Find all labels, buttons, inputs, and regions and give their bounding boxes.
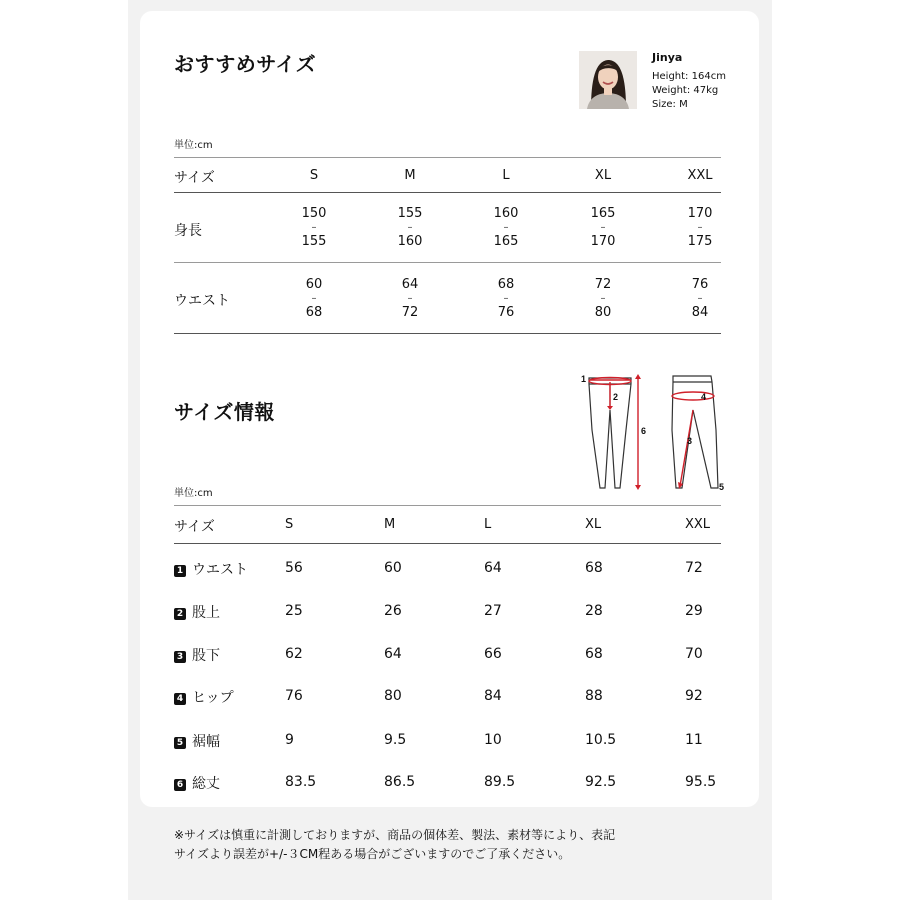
row-label-waist: ウエスト: [174, 293, 230, 309]
table-cell: 70: [685, 646, 703, 662]
table-cell: 84: [484, 688, 502, 704]
table-cell: 95.5: [685, 774, 717, 790]
model-name: Jinya: [652, 51, 683, 64]
number-badge: 6: [174, 779, 186, 791]
height-range-s: 150 – 155: [301, 206, 327, 249]
table-cell: 26: [384, 603, 402, 619]
divider: [174, 333, 721, 334]
table-cell: 92.5: [585, 774, 617, 790]
diagram-label-4: 4: [701, 392, 707, 402]
divider: [174, 192, 721, 193]
recommended-unit-label: 単位:cm: [174, 140, 213, 151]
diagram-label-6: 6: [641, 426, 647, 436]
height-range-m: 155 – 160: [397, 206, 423, 249]
diagram-label-3: 3: [687, 436, 693, 446]
recommended-header-label: サイズ: [174, 170, 215, 186]
diagram-label-2: 2: [613, 392, 619, 402]
model-size: Size: M: [652, 99, 688, 110]
table-cell: 28: [585, 603, 603, 619]
diagram-label-5: 5: [719, 482, 725, 492]
table-cell: 83.5: [285, 774, 317, 790]
diagram-label-1: 1: [581, 374, 587, 384]
table-cell: 27: [484, 603, 502, 619]
measure-label-total-length: 6 総丈: [174, 773, 220, 793]
model-height: Height: 164cm: [652, 71, 726, 82]
divider: [174, 157, 721, 158]
model-photo: [579, 51, 637, 109]
divider: [174, 543, 721, 544]
table-cell: 60: [384, 560, 402, 576]
disclaimer-line-2: サイズより誤差が+/-３CM程ある場合がございますのでご了承ください。: [174, 847, 571, 861]
table-cell: 62: [285, 646, 303, 662]
table-cell: 68: [585, 646, 603, 662]
recommended-size-title: おすすめサイズ: [174, 52, 317, 76]
table-cell: 56: [285, 560, 303, 576]
recommended-header-size: S: [309, 168, 319, 183]
table-cell: 76: [285, 688, 303, 704]
height-range-xxl: 170 – 175: [687, 206, 713, 249]
waist-range-xl: 72 – 80: [594, 277, 612, 320]
size-info-header-size: XL: [585, 517, 602, 532]
waist-range-l: 68 – 76: [497, 277, 515, 320]
waist-range-m: 64 – 72: [401, 277, 419, 320]
size-info-header-label: サイズ: [174, 519, 215, 535]
size-info-header-size: XXL: [685, 517, 711, 532]
table-cell: 86.5: [384, 774, 416, 790]
size-info-unit-label: 単位:cm: [174, 488, 213, 499]
number-badge: 3: [174, 651, 186, 663]
measure-label-hip: 4 ヒップ: [174, 687, 234, 707]
size-info-header-size: L: [484, 517, 492, 532]
table-cell: 66: [484, 646, 502, 662]
divider: [174, 505, 721, 506]
pants-measurement-diagram: [580, 370, 730, 504]
disclaimer-line-1: ※サイズは慎重に計測しておりますが、商品の個体差、製法、素材等により、表記: [174, 828, 616, 842]
waist-range-xxl: 76 – 84: [691, 277, 709, 320]
number-badge: 1: [174, 565, 186, 577]
size-info-header-size: S: [285, 517, 294, 532]
measure-label-hem-width: 5 裾幅: [174, 731, 220, 751]
height-range-l: 160 – 165: [493, 206, 519, 249]
number-badge: 2: [174, 608, 186, 620]
table-cell: 89.5: [484, 774, 516, 790]
table-cell: 80: [384, 688, 402, 704]
height-range-xl: 165 – 170: [590, 206, 616, 249]
table-cell: 25: [285, 603, 303, 619]
size-info-title: サイズ情報: [174, 400, 275, 424]
table-cell: 72: [685, 560, 703, 576]
model-stats: [652, 51, 762, 112]
number-badge: 5: [174, 737, 186, 749]
table-cell: 10.5: [585, 732, 617, 748]
disclaimer-note: [174, 826, 615, 864]
number-badge: 4: [174, 693, 186, 705]
table-cell: 9: [285, 732, 294, 748]
table-cell: 92: [685, 688, 703, 704]
recommended-header-size: XL: [594, 168, 612, 183]
measure-label-waist: 1 ウエスト: [174, 559, 248, 579]
waist-range-s: 60 – 68: [305, 277, 323, 320]
divider: [174, 262, 721, 263]
table-cell: 29: [685, 603, 703, 619]
table-cell: 10: [484, 732, 502, 748]
size-info-header-size: M: [384, 517, 396, 532]
model-weight: Weight: 47kg: [652, 85, 719, 96]
row-label-height: 身長: [174, 223, 202, 239]
table-cell: 11: [685, 732, 703, 748]
table-cell: 64: [384, 646, 402, 662]
measurement-lines: [589, 376, 714, 488]
recommended-header-size: XXL: [687, 168, 713, 183]
measure-label-rise: 2 股上: [174, 602, 220, 622]
table-cell: 68: [585, 560, 603, 576]
table-cell: 9.5: [384, 732, 407, 748]
table-cell: 64: [484, 560, 502, 576]
recommended-header-size: L: [502, 168, 510, 183]
table-cell: 88: [585, 688, 603, 704]
recommended-header-size: M: [404, 168, 416, 183]
measure-label-inseam: 3 股下: [174, 645, 220, 665]
